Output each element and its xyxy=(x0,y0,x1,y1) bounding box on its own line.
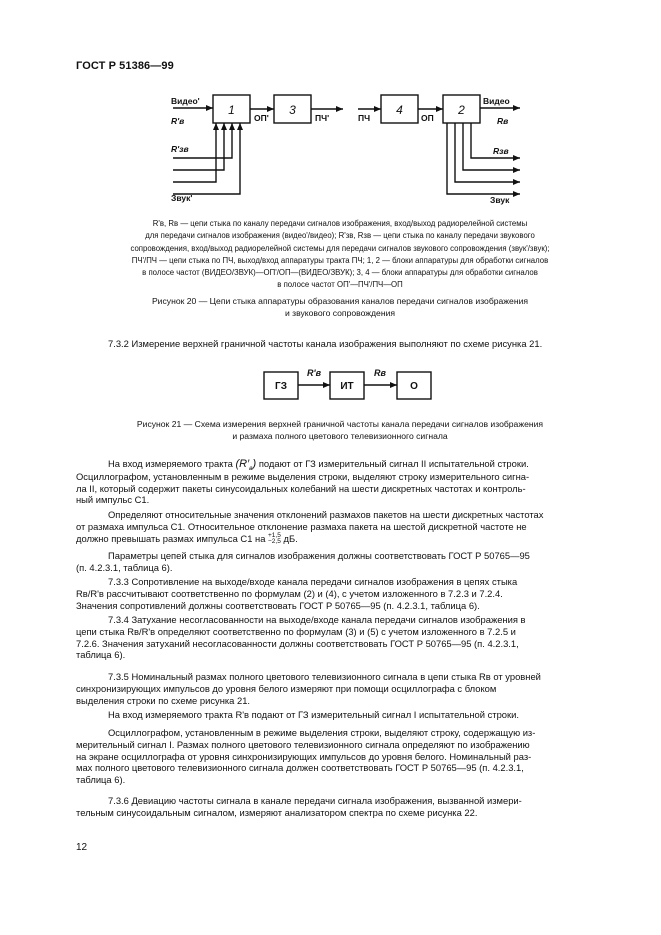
paragraph-line: (п. 4.2.3.1, таблица 6). xyxy=(76,561,173,573)
fig21-it-label: ИТ xyxy=(340,381,354,392)
paragraph-line: таблица 6). xyxy=(76,649,126,661)
paragraph-line: от размаха импульса C1. Относительное отклонение размаха пакета на шестой дискретной частоте не xyxy=(76,520,527,532)
paragraph-line: ла II, который содержит пакеты синусоидальных колебаний на шести дискретных частотах и контроль- xyxy=(76,482,526,494)
page-number: 12 xyxy=(76,842,88,853)
legend-line: ПЧ'/ПЧ — цепи стыка по ПЧ, выход/вход аппаратуры тракта ПЧ; 1, 2 — блоки аппаратуры для обработки сигналов xyxy=(131,255,549,265)
tolerance-upper: +1,5 xyxy=(268,531,281,539)
paragraph-oscilloscope xyxy=(76,727,608,786)
paragraph-text: Параметры цепей стыка для сигналов изображения должны соответствовать ГОСТ Р 50765—95 xyxy=(108,550,530,561)
legend-line: для передачи сигналов изображения (видео'/видео); R'зв, Rзв — цепи стыка по каналу передачи звукового xyxy=(145,231,535,241)
paragraph-text: 7.3.5 Номинальный размах полного цветового телевизионного сигнала в цепи стыка Rв от уровней xyxy=(108,671,541,682)
paragraph-7-3-2 xyxy=(76,338,608,350)
paragraph-line: синхронизирующих импульсов до уровня белого измеряют при помощи осциллографа с блоком xyxy=(76,682,497,694)
fig20-rzv-out-label: Rзв xyxy=(493,146,509,156)
paragraph-line: Осциллографом, установленным в режиме выделения строки, выделяют строку измерительного сигна- xyxy=(76,470,530,482)
paragraph-line: таблица 6). xyxy=(76,774,126,785)
fig20-pch-prime-label: ПЧ' xyxy=(315,113,330,123)
caption-line: и звукового сопровождения xyxy=(284,307,396,318)
paragraph-7-3-6 xyxy=(76,795,608,819)
paragraph-parameters xyxy=(76,550,608,574)
legend-line: R'в, Rв — цепи стыка по каналу передачи сигналов изображения, вход/выход радиорелейной системы xyxy=(152,219,528,228)
figure-21-caption xyxy=(60,419,620,443)
paragraph-text: Определяют относительные значения отклонений размахов пакетов на шести дискретных частотах xyxy=(108,509,544,520)
paragraph-text: 7.3.3 Сопротивление на выходе/входе канала передачи сигналов изображения в цепях стыка xyxy=(108,576,518,587)
fig20-block-2-label: 2 xyxy=(458,103,465,117)
fig20-zvuk-in-label: Звук' xyxy=(171,193,193,203)
figure-20-caption xyxy=(60,296,620,320)
paragraph-text: должно превышать размах импульса C1 на xyxy=(76,532,266,544)
paragraph-line: Значения сопротивлений должны соответствовать ГОСТ Р 50765—95 (п. 4.2.3.1, таблица 6). xyxy=(76,599,480,611)
paragraph-7-3-4 xyxy=(76,614,608,661)
figure-20-legend xyxy=(60,218,620,292)
paragraph-line: 7.2.6. Значения затуханий несогласованности должны соответствовать ГОСТ Р 50765—95 (п. 4.2.3.1, xyxy=(76,637,519,649)
paragraph-line: тельным синусоидальным сигналом, измеряют анализатором спектра по схеме рисунка 22. xyxy=(76,806,478,818)
paragraph-line: мах полного цветового телевизионного сигнала должен соответствовать ГОСТ Р 50765—95 (п. 4.2.3.1, xyxy=(76,762,524,774)
fig20-video-in-label: Видео' xyxy=(171,96,200,106)
legend-line: в полосе частот (ВИДЕО/ЗВУК)—ОП'/ОП—(ВИДЕО/ЗВУК); 3, 4 — блоки аппаратуры для обработки сигналов xyxy=(142,268,538,278)
fig21-rv-prime-label: R'в xyxy=(306,368,322,378)
fig21-rv-label: Rв xyxy=(374,368,386,378)
fig20-block-4-label: 4 xyxy=(396,103,403,117)
fig20-rzv-in-label: R'зв xyxy=(171,144,189,154)
paragraph-deviation xyxy=(76,509,608,546)
paragraph-input-signal-i xyxy=(76,709,608,721)
paragraph-text: 7.3.2 Измерение верхней граничной частоты канала изображения выполняют по схеме рисунка 21. xyxy=(108,338,543,349)
paragraph-text: На вход измеряемого тракта R'в подают от ГЗ измерительный сигнал I испытательной строки. xyxy=(108,709,519,720)
tolerance xyxy=(268,533,281,546)
paragraph-text: подают от ГЗ измерительный сигнал II испытательной строки. xyxy=(258,458,529,469)
fig20-rv-out-label: Rв xyxy=(497,116,509,126)
caption-line: Рисунок 20 — Цепи стыка аппаратуры образования каналов передачи сигналов изображения xyxy=(151,296,529,306)
fig20-video-out-label: Видео xyxy=(483,96,510,106)
tract-symbol: $(R'_в)$ xyxy=(235,458,257,473)
fig20-block-3-label: 3 xyxy=(289,103,296,117)
tolerance-lower: −2,5 xyxy=(268,538,281,546)
paragraph-line: мерительный сигнал I. Размах полного цветового телевизионного сигнала определяют по изображению xyxy=(76,738,530,750)
paragraph-line: выделения строки по схеме рисунка 21. xyxy=(76,694,251,706)
fig20-rv-in-label: R'в xyxy=(171,116,185,126)
paragraph-input-signal-ii xyxy=(76,458,608,506)
figure-20-diagram xyxy=(0,88,661,214)
legend-line: сопровождения, вход/выход радиорелейной системы для передачи сигналов звукового сопровождения (звук'/звук); xyxy=(130,243,550,253)
paragraph-text: дБ. xyxy=(283,532,298,544)
paragraph-text: На вход измеряемого тракта xyxy=(108,458,233,469)
fig21-gz-label: ГЗ xyxy=(275,381,287,392)
standard-header: ГОСТ Р 51386—99 xyxy=(76,60,174,72)
figure-21-diagram xyxy=(0,358,661,406)
paragraph-line: на экране осциллографа от уровня синхронизирующих импульсов до уровня белого. Номинальный раз- xyxy=(76,750,532,762)
paragraph-7-3-5 xyxy=(76,671,608,706)
fig20-op-prime-label: ОП' xyxy=(254,113,269,123)
caption-line: Рисунок 21 — Схема измерения верхней граничной частоты канала передачи сигналов изображения xyxy=(136,419,544,429)
fig20-zvuk-out-label: Звук xyxy=(490,195,510,205)
paragraph-text: Осциллографом, установленным в режиме выделения строки, выделяют строку, содержащую из- xyxy=(108,727,536,738)
fig20-block-1-label: 1 xyxy=(228,103,235,117)
paragraph-line: ный импульс C1. xyxy=(76,494,150,506)
paragraph-text: 7.3.4 Затухание несогласованности на выходе/входе канала передачи сигналов изображения в xyxy=(108,614,526,625)
legend-line: в полосе частот ОП'—ПЧ'/ПЧ—ОП xyxy=(277,280,403,290)
fig20-pch-label: ПЧ xyxy=(358,113,371,123)
paragraph-line: Rв/R'в рассчитывают соответственно по формулам (2) и (4), с учетом изложенного в 7.2.3 и 7.2.4. xyxy=(76,587,503,599)
paragraph-line: цепи стыка Rв/R'в определяют соответственно по формулам (3) и (5) с учетом изложенного в 7.2.5 и xyxy=(76,625,516,637)
caption-line: и размаха полного цветового телевизионного сигнала xyxy=(232,430,448,441)
fig20-op-label: ОП xyxy=(421,113,434,123)
fig21-o-label: О xyxy=(410,381,418,392)
paragraph-text: 7.3.6 Девиацию частоты сигнала в канале передачи сигнала изображения, вызванной измери- xyxy=(108,795,522,806)
paragraph-7-3-3 xyxy=(76,576,608,611)
